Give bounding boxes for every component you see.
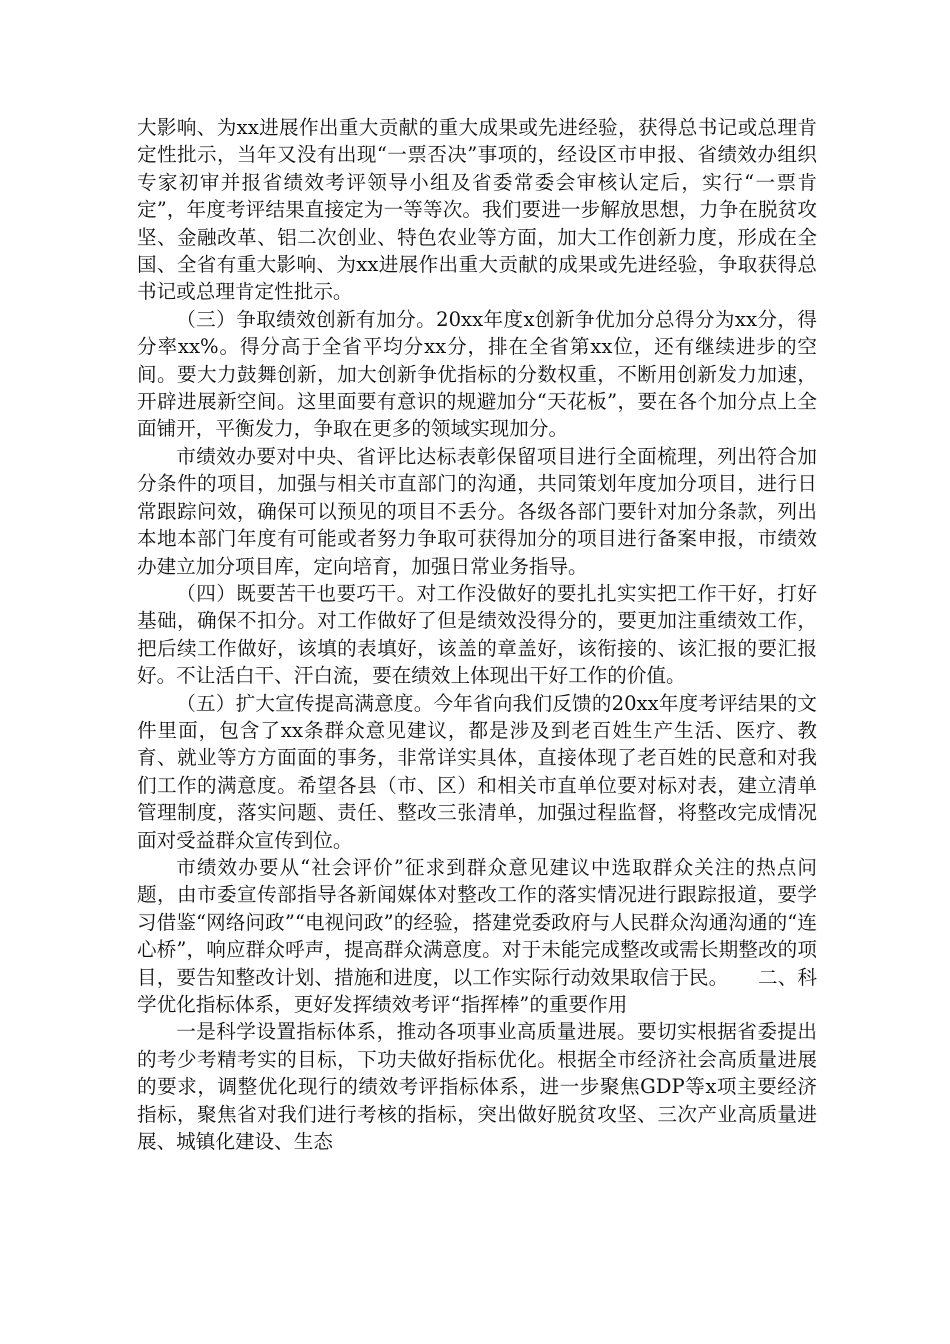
paragraph-section-four: （四）既要苦干也要巧干。对工作没做好的要扎扎实实把工作干好，打好基础，确保不扣分。对工作做好了但是绩效没得分的，要更加注重绩效工作，把后续工作做好，该填的表填好，该盖的章盖好，该衔接的、该汇报的要汇报好。不让活白干、汗白流，要在绩效上体现出干好工作的价值。 [137, 581, 817, 688]
paragraph-section-five: （五）扩大宣传提高满意度。今年省向我们反馈的20xx年度考评结果的文件里面，包含了xx条群众意见建议，都是涉及到老百姓生产生活、医疗、教育、就业等方方面面的事务，非常详实具体，直接体现了老百姓的民意和对我们工作的满意度。希望各县（市、区）和相关市直单位要对标对表，建立清单管理制度，落实问题、责任、整改三张清单，加强过程监督，将整改完成情况面对受益群众宣传到位。 [137, 691, 817, 852]
paragraph-indicator-system: 一是科学设置指标体系，推动各项事业高质量进展。要切实根据省委提出的考少考精考实的目标，下功夫做好指标优化。根据全市经济社会高质量进展的要求，调整优化现行的绩效考评指标体系，进一步聚焦GDP等x项主要经济指标，聚焦省对我们进行考核的指标，突出做好脱贫攻坚、三次产业高质量进展、城镇化建设、生态 [137, 1020, 817, 1154]
paragraph-continuation: 大影响、为xx进展作出重大贡献的重大成果或先进经验，获得总书记或总理肯定性批示，当年又没有出现“一票否决”事项的，经设区市申报、省绩效办组织专家初审并报省绩效考评领导小组及省委常委会审核认定后，实行“一票肯定”，年度考评结果直接定为一等等次。我们要进一步解放思想，力争在脱贫攻坚、金融改革、铝二次创业、特色农业等方面，加大工作创新力度，形成在全国、全省有重大影响、为xx进展作出重大贡献的成果或先进经验，争取获得总书记或总理肯定性批示。 [137, 116, 817, 304]
paragraph-social-evaluation: 市绩效办要从“社会评价”征求到群众意见建议中选取群众关注的热点问题，由市委宣传部指导各新闻媒体对整改工作的落实情况进行跟踪报道，要学习借鉴“网络问政”“电视问政”的经验，搭建党委政府与人民群众沟通沟通的“连心桥”，响应群众呼声，提高群众满意度。对于未能完成整改或需长期整改的项目，要告知整改计划、措施和进度，以工作实际行动效果取信于民。 二、科学优化指标体系，更好发挥绩效考评“指挥棒”的重要作用 [137, 855, 817, 1016]
paragraph-section-three: （三）争取绩效创新有加分。20xx年度x创新争优加分总得分为xx分，得分率xx%。得分高于全省平均分xx分，排在全省第xx位，还有继续进步的空间。要大力鼓舞创新，加大创新争优指标的分数权重，不断用创新发力加速，开辟进展新空间。这里面要有意识的规避加分“天花板”，要在各个加分点上全面铺开，平衡发力，争取在更多的领域实现加分。 [137, 307, 817, 441]
paragraph-bonus-items: 市绩效办要对中央、省评比达标表彰保留项目进行全面梳理，列出符合加分条件的项目，加强与相关市直部门的沟通，共同策划年度加分项目，进行日常跟踪问效，确保可以预见的项目不丢分。各级各部门要针对加分条款，列出本地本部门年度有可能或者努力争取可获得加分的项目进行备案申报，市绩效办建立加分项目库，定向培育，加强日常业务指导。 [137, 444, 817, 578]
document-body [137, 114, 817, 1155]
